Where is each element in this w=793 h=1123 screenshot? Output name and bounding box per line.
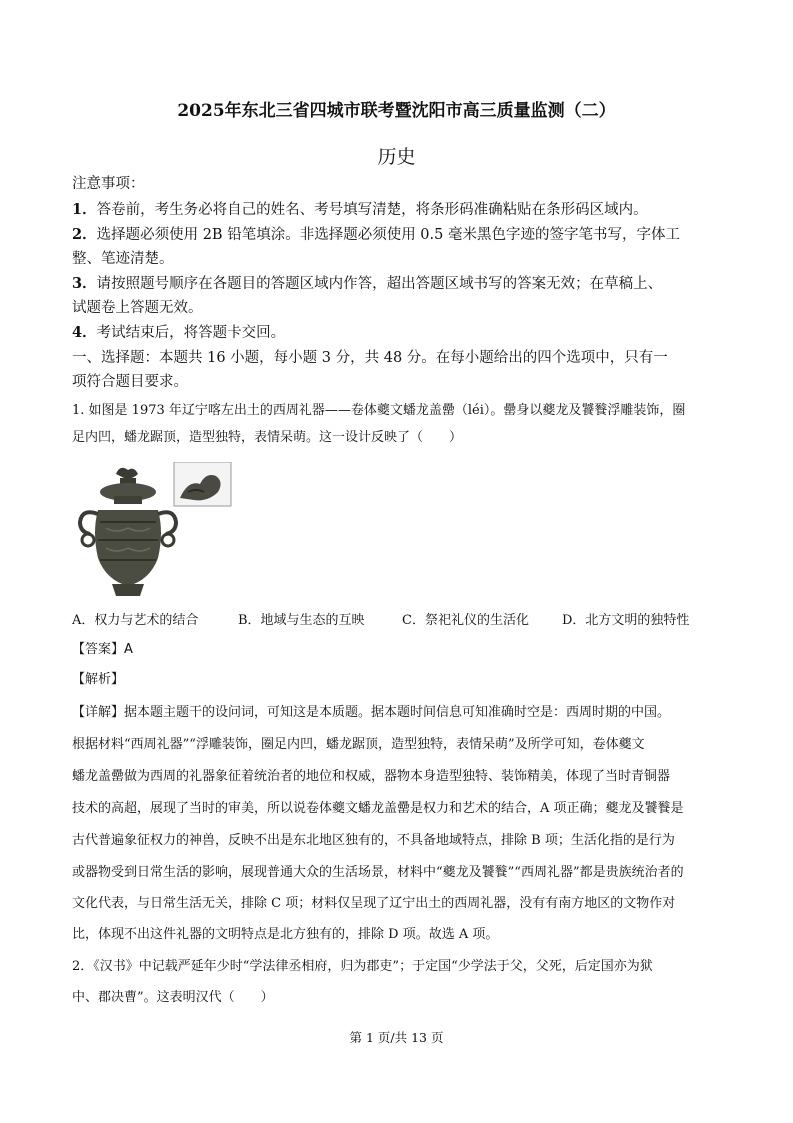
detail-line: 技术的高超，展现了当时的审美，所以说卷体夔文蟠龙盖罍是权力和艺术的结合，A 项正确；夔龙及饕餮是: [72, 801, 684, 816]
subject-heading: 历史: [377, 146, 416, 168]
notice-item-4: [72, 321, 285, 345]
notice-item-1: [72, 198, 648, 222]
option-b[interactable]: B．地域与生态的互映: [238, 613, 365, 628]
option-d[interactable]: D．北方文明的独特性: [562, 613, 690, 628]
notice-item-number: 3．: [72, 275, 97, 292]
notice-item-3: [72, 272, 662, 296]
detail-line: 【详解】据本题主题干的设问词，可知这是本质题。据本题时间信息可知准确时空是：西周时期的中国。: [72, 705, 671, 720]
detail-line: 比，体现不出这件礼器的文明特点是北方独有的，排除 D 项。故选 A 项。: [72, 927, 499, 942]
question-1-options: [72, 609, 689, 628]
page-number: 第 1 页/共 13 页: [349, 1030, 444, 1045]
detail-line: 或器物受到日常生活的影响，展现普通大众的生活场景，材料中“夔龙及饕餮”“西周礼器”都是贵族统治者的: [72, 865, 684, 880]
question-1-stem-cont: 足内凹，蟠龙踞顶，造型独特，表情呆萌。这一设计反映了（ ）: [72, 430, 463, 445]
notice-item-number: 2．: [72, 226, 97, 243]
detail-line: 文化代表，与日常生活无关，排除 C 项；材料仅呈现了辽宁出土的西周礼器，没有有南方地区的文物作对: [72, 896, 676, 911]
detail-line: 蟠龙盖罍做为西周的礼器象征着统治者的地位和权威，器物本身造型独特、装饰精美，体现了当时青铜器: [72, 769, 671, 784]
notice-item-2-cont: 整、笔迹清楚。: [72, 251, 174, 267]
notice-heading: 注意事项：: [72, 176, 145, 192]
notice-item-text: 考试结束后，将答题卡交回。: [96, 325, 286, 341]
section-instructions-cont: 项符合题目要求。: [72, 374, 188, 390]
question-1-stem: 1. 如图是 1973 年辽宁喀左出土的西周礼器——卷体夔文蟠龙盖罍（léi）。罍身以夔龙及饕餮浮雕装饰，圈: [72, 403, 686, 418]
bronze-vessel-image: [76, 462, 236, 602]
notice-item-number: 4．: [72, 324, 97, 341]
analysis-tag: 【解析】: [72, 672, 125, 687]
notice-item-text: 请按照题号顺序在各题目的答题区域内作答，超出答题区域书写的答案无效；在草稿上、: [96, 276, 663, 292]
answer-tag: 【答案】A: [72, 642, 133, 657]
notice-item-text: 选择题必须使用 2B 铅笔填涂。非选择题必须使用 0.5 毫米黑色字迹的签字笔书写，字体工: [96, 227, 680, 243]
bronze-lei-illustration: [76, 462, 236, 602]
detail-line: 根据材料“西周礼器”“浮雕装饰，圈足内凹，蟠龙踞顶，造型独特，表情呆萌”及所学可知，卷体夔文: [72, 737, 645, 752]
question-2-stem: 2．《汉书》中记载严延年少时“学法律丞相府，归为郡吏”；于定国“少学法于父，父死，后定国亦为狱: [72, 959, 653, 974]
option-c[interactable]: C．祭祀礼仪的生活化: [402, 613, 529, 628]
document-title: 2025年东北三省四城市联考暨沈阳市高三质量监测（二）: [177, 101, 616, 121]
section-instructions: 一、选择题：本题共 16 小题，每小题 3 分，共 48 分。在每小题给出的四个选项中，只有一: [72, 350, 668, 366]
notice-item-number: 1．: [72, 201, 97, 218]
detail-line: 古代普遍象征权力的神兽，反映不出是东北地区独有的，不具备地域特点，排除 B 项；生活化指的是行为: [72, 833, 675, 848]
question-2-stem-cont: 中、郡决曹”。这表明汉代（ ）: [72, 990, 274, 1005]
notice-item-2: [72, 223, 680, 247]
notice-item-3-cont: 试题卷上答题无效。: [72, 300, 203, 316]
option-a[interactable]: A．权力与艺术的结合: [72, 613, 199, 628]
notice-item-text: 答卷前，考生务必将自己的姓名、考号填写清楚，将条形码准确粘贴在条形码区域内。: [96, 202, 648, 218]
